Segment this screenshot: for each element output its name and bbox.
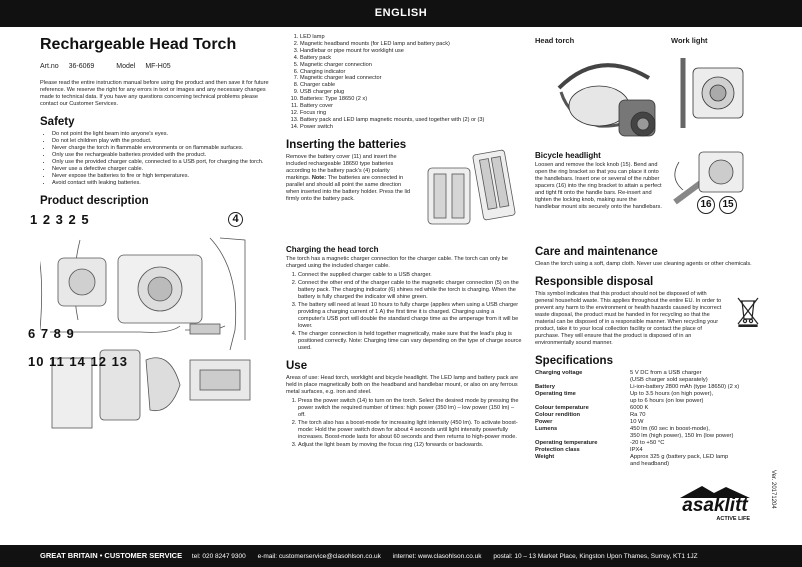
- brand-tagline: ACTIVE LIFE: [716, 516, 750, 522]
- spec-row: (USB charger sold separately): [630, 377, 708, 383]
- figures-row: [535, 34, 765, 146]
- callouts-top: 1 2 3 2 5: [30, 212, 90, 227]
- charging-step: 1. Connect the supplied charger cable to a USB charger.: [298, 272, 522, 279]
- part-item: 1. LED lamp: [300, 34, 522, 41]
- spec-row: Battery Li-ion-battery 2800 mAh (type 18650) (2 x): [535, 384, 740, 390]
- footer-bar: [0, 545, 802, 567]
- art-number: 36-6069: [68, 63, 95, 70]
- bicycle-block: [535, 162, 765, 238]
- weee-bin-icon: [735, 295, 761, 327]
- part-item: 9. USB charger plug: [300, 89, 522, 96]
- column-middle: [286, 34, 522, 450]
- charging-heading: Charging the head torch: [286, 244, 379, 254]
- callout-15: 15: [719, 196, 737, 214]
- disposal-block: [535, 291, 765, 347]
- spec-row: Protection class IPX4: [535, 447, 643, 453]
- footer-email: e-mail: customerservice@clasohlson.co.uk: [257, 553, 381, 560]
- safety-item: • Only use the rechargeable batteries provided with the product.: [52, 152, 272, 159]
- work-light-label: Work light: [671, 36, 708, 45]
- safety-item: • Do not point the light beam into anyone's eyes.: [52, 131, 272, 138]
- charging-step: 3. The battery will need at least 10 hours to fully charge (applies when using a USB charger providing a charging current of 1 A) the first time it is charged. Charging using a computer's USB port will double the standard charge time as the amperage from it will be lower.: [298, 302, 522, 330]
- safety-heading: Safety: [40, 116, 75, 128]
- column-left: [28, 34, 272, 488]
- inserting-text: Remove the battery cover (11) and insert the included rechargeable 18650 type batteries according to the battery pack's (4) polarity markings. Note: The batteries are connected in parallel and should all point the same direction when inserted into the battery holder. Press the lid firmly onto the battery pack.: [286, 153, 411, 202]
- intro-text: Please read the entire instruction manual before using the product and then save it for future reference. We reserve the right for any errors in text or images and any necessary changes made to technical data. If you have any questions concerning technical problems please contact our Customer Services.: [40, 80, 269, 107]
- bicycle-heading: Bicycle headlight: [535, 151, 601, 160]
- column-right: [535, 34, 765, 468]
- specifications-table: [535, 370, 765, 468]
- language-header: ENGLISH: [0, 0, 802, 27]
- spec-row: Lumens 450 lm (60 sec in boost-mode),: [535, 426, 710, 432]
- safety-item: • Do not let children play with the product.: [52, 138, 272, 145]
- part-item: 4. Battery pack: [300, 55, 522, 62]
- safety-item: • Never use a defective charger cable.: [52, 166, 272, 173]
- head-torch-drawing: [539, 48, 669, 148]
- spec-row: Colour rendition Ra 70: [535, 412, 646, 418]
- callouts-middle: 6 7 8 9: [28, 326, 75, 341]
- use-step: 1. Press the power switch (14) to turn on the torch. Select the desired mode by pressing the power switch the required number of times: high power (350 lm) – low power (150 lm) – off.: [298, 398, 522, 419]
- page-title: Rechargeable Head Torch: [40, 36, 237, 53]
- safety-item: • Only use the provided charger cable, connected to a USB port, for charging the torch.: [52, 159, 272, 166]
- part-item: 6. Charging indicator: [300, 69, 522, 76]
- bicycle-text: Loosen and remove the lock knob (15). Bend and open the ring bracket so that you can place it onto the handlebars. Insert one or several of the rubber spacers (16) into the ring bracket to attain a perfect and tight fit onto the handle bars. Re-insert and tighten the locking knob, making sure the handlebar mount sits securely onto the handlebars.: [535, 162, 662, 210]
- use-step: 3. Adjust the light beam by moving the focus ring (12) forwards or backwards.: [298, 442, 522, 449]
- work-light-drawing: [673, 48, 763, 148]
- inserting-heading: Inserting the batteries: [286, 138, 407, 151]
- charging-step: 4. The charger connection is held together magnetically, make sure that the lead's plug is positioned correctly. Note: Charging time can vary depending on the type of charge source used.: [298, 331, 522, 352]
- parts-list: [286, 34, 522, 131]
- safety-item: • Never expose the batteries to fire or high temperatures.: [52, 173, 272, 180]
- brand-name: asaklitt: [682, 495, 748, 516]
- specifications-heading: Specifications: [535, 355, 613, 367]
- product-parts-drawing: [40, 210, 272, 488]
- product-illustration: [28, 210, 272, 488]
- spec-row: Operating temperature -20 to +50 °C: [535, 440, 665, 446]
- model-label: Model: [116, 63, 136, 70]
- safety-list: [40, 131, 272, 187]
- revision-label: Ver. 20171204: [770, 470, 776, 509]
- part-item: 14. Power switch: [300, 124, 522, 131]
- callouts-bottom: 10 11 14 12 13: [28, 354, 129, 369]
- charging-step: 2. Connect the other end of the charger cable to the magnetic charger connection (5) on the battery pack. The charging indicator (6) shines red while the torch is charging. When the battery is fully charged the indicator will shine green.: [298, 280, 522, 301]
- footer-internet: internet: www.clasohlson.co.uk: [392, 553, 482, 560]
- spec-row: Charging voltage 5 V DC from a USB charger: [535, 370, 702, 376]
- spec-row: Operating time Up to 3.5 hours (on high power),: [535, 391, 714, 397]
- footer-service: GREAT BRITAIN • CUSTOMER SERVICE: [40, 551, 183, 560]
- art-label: Art.no: [40, 63, 59, 70]
- use-step: 2. The torch also has a boost-mode for increasing light intensity (450 lm). To activate boost-mode: Hold the power switch down for about 4 seconds until light intensity powerfully increases. Boost-mode lasts for about 60 seconds and then returns to high-power mode.: [298, 420, 522, 441]
- spec-row: up to 6 hours (on low power): [630, 398, 704, 404]
- use-steps: [286, 398, 522, 449]
- part-item: 5. Magnetic charger connection: [300, 62, 522, 69]
- head-torch-label: Head torch: [535, 36, 575, 45]
- callout-16: 16: [697, 196, 715, 214]
- product-description-heading: Product description: [40, 195, 149, 207]
- footer-postal: postal: 10 – 13 Market Place, Kingston Upon Thames, Surrey, KT1 1JZ: [493, 553, 698, 560]
- brand-logo: [680, 484, 750, 526]
- disposal-heading: Responsible disposal: [535, 276, 654, 288]
- part-item: 12. Focus ring: [300, 110, 522, 117]
- use-intro: Areas of use: Head torch, worklight and bicycle headlight. The LED lamp and battery pack are held in place magnetically both on the headband and handlebar mount, or also on any ferrous metal surfaces, e.g. iron and steel.: [286, 374, 519, 395]
- part-item: 3. Handlebar or pipe mount for worklight use: [300, 48, 522, 55]
- callout-4: 4: [228, 212, 243, 227]
- charging-intro: The torch has a magnetic charger connection for the charger cable. The torch can only be charged using the included charger cable.: [286, 255, 508, 269]
- use-heading: Use: [286, 359, 308, 372]
- part-item: 11. Battery cover: [300, 103, 522, 110]
- footer-tel: tel: 020 8247 9300: [191, 553, 246, 560]
- part-item: 13. Battery pack and LED lamp magnetic mounts, used together with (2) or (3): [300, 117, 522, 124]
- spec-row: 350 lm (high power), 150 lm (low power): [630, 433, 734, 439]
- disposal-text: This symbol indicates that this product should not be disposed of with general household waste. This applies throughout the entire EU. In order to prevent any harm to the environment or health hazards caused by incorrect waste disposal, the product must be handed in for recycling so that the material can be disposed of in a responsible manner. When recycling your product, take it to your local collection facility or contact the place of purchase. They will ensure that the product is disposed of in an environmentally sound manner.: [535, 291, 722, 346]
- spec-row: Power 10 W: [535, 419, 644, 425]
- spec-row: Colour temperature 6000 K: [535, 405, 649, 411]
- spec-row: Weight Approx 325 g (battery pack, LED lamp: [535, 454, 729, 460]
- safety-item: • Avoid contact with leaking batteries.: [52, 180, 272, 187]
- part-item: 8. Charger cable: [300, 82, 522, 89]
- article-line: [40, 63, 272, 70]
- part-item: 2. Magnetic headband mounts (for LED lamp and battery pack): [300, 41, 522, 48]
- battery-insert-drawing: [422, 148, 518, 230]
- care-heading: Care and maintenance: [535, 246, 658, 258]
- spec-row: and headband): [630, 461, 670, 467]
- care-text: Clean the torch using a soft, damp cloth. Never use cleaning agents or other chemicals.: [535, 261, 752, 267]
- model-number: MF-H05: [145, 63, 171, 70]
- part-item: 10. Batteries: Type 18650 (2 x): [300, 96, 522, 103]
- safety-item: • Never charge the torch in flammable environments or on flammable surfaces.: [52, 145, 272, 152]
- part-item: 7. Magnetic charger lead connector: [300, 75, 522, 82]
- inserting-block: [286, 154, 522, 240]
- charging-steps: [286, 272, 522, 352]
